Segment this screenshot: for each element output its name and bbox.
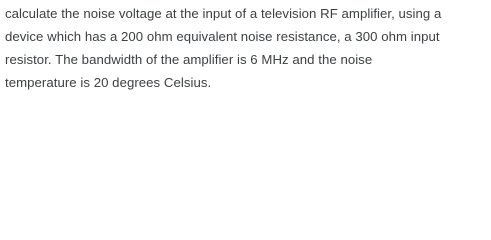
question-line-3: resistor. The bandwidth of the amplifier is 6 MHz and the noise	[5, 52, 373, 67]
question-line-4: temperature is 20 degrees Celsius.	[5, 75, 212, 90]
question-line-1: calculate the noise voltage at the input of a television RF amplifier, using a	[5, 6, 442, 21]
question-text	[5, 0, 491, 98]
question-line-2: device which has a 200 ohm equivalent noise resistance, a 300 ohm input	[5, 29, 440, 44]
